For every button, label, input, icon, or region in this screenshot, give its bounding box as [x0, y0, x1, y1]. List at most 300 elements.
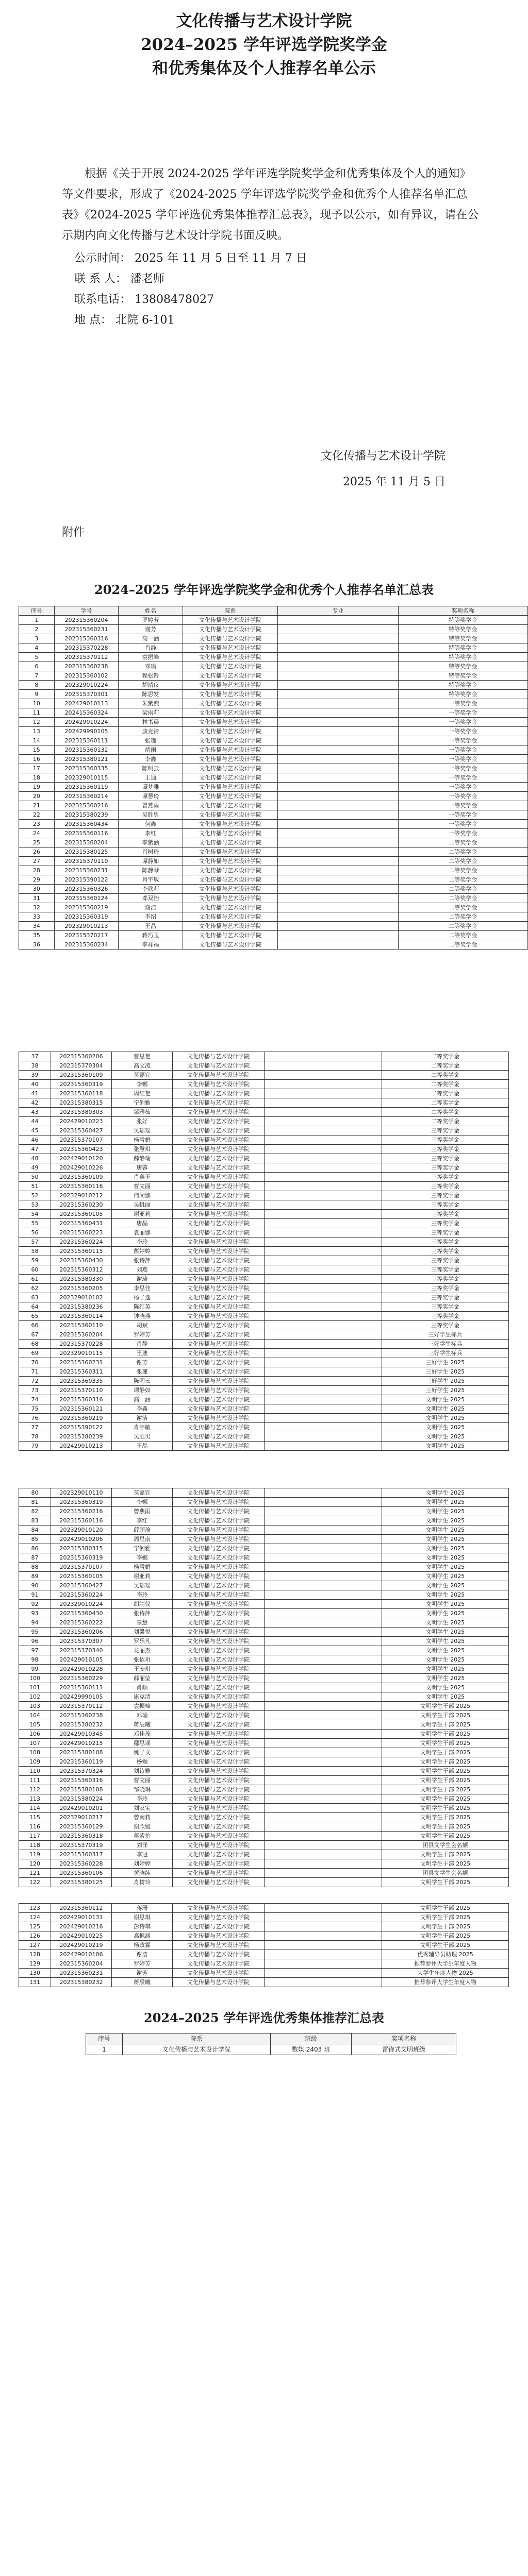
- table-row: [19, 1395, 509, 1404]
- table-row: [19, 708, 528, 718]
- table-row: [19, 1071, 509, 1080]
- cell-student-id: 202315360319: [51, 1553, 112, 1563]
- table-row: [19, 866, 528, 875]
- cell-index: 15: [19, 745, 55, 755]
- table-row: [19, 1442, 509, 1451]
- collective-award-body: [86, 2044, 456, 2055]
- cell-student-id: 202429990105: [51, 1692, 112, 1702]
- cell-award: 三等奖学金: [382, 1163, 509, 1173]
- cell-department: 文化传播与艺术设计学院: [183, 643, 278, 653]
- cell-student-id: 202315360129: [51, 1822, 112, 1832]
- cell-index: 66: [19, 1321, 51, 1330]
- cell-major: [278, 690, 398, 699]
- cell-major: [265, 1526, 382, 1535]
- cell-department: 文化传播与艺术设计学院: [173, 1748, 265, 1757]
- signature-date: 2025 年 11 月 5 日: [343, 476, 446, 488]
- cell-index: 83: [19, 1516, 51, 1526]
- table-row: [19, 801, 528, 810]
- cell-award: 文明学生干部 2025: [382, 1850, 509, 1859]
- cell-award: 三等奖学金: [382, 1219, 509, 1228]
- cell-department: 文化传播与艺术设计学院: [183, 801, 278, 810]
- cell-student-id: 202315370110: [51, 1386, 112, 1395]
- cell-index: 9: [19, 690, 55, 699]
- cell-award: 大学生年度人物 2025: [382, 1969, 509, 1978]
- cell-award: 文明学生干部 2025: [382, 1720, 509, 1730]
- cell-award: 三好学生标兵: [382, 1330, 509, 1340]
- cell-student-id: 202315360319: [51, 1080, 112, 1089]
- cell-name: 陈思发: [119, 690, 183, 699]
- cell-major: [278, 857, 398, 866]
- cell-department: 文化传播与艺术设计学院: [173, 1256, 265, 1265]
- table-row: [19, 1730, 509, 1739]
- table-row: [19, 1377, 509, 1386]
- cell-student-id: 202329010224: [51, 1600, 112, 1609]
- cell-student-id: 202315360119: [54, 783, 119, 792]
- cell-department: 文化传播与艺术设计学院: [183, 820, 278, 829]
- cell-name: 林书晨: [119, 718, 183, 727]
- cell-major: [265, 1739, 382, 1748]
- cell-name: 李娜: [112, 1553, 173, 1563]
- table-row: [19, 1516, 509, 1526]
- cell-index: 96: [19, 1637, 51, 1646]
- cell-major: [265, 1386, 382, 1395]
- cell-major: [265, 1163, 382, 1173]
- cell-major: [265, 1219, 382, 1228]
- cell-name: 李思佳: [112, 1284, 173, 1293]
- cell-department: 文化传播与艺术设计学院: [183, 745, 278, 755]
- cell-major: [265, 1154, 382, 1163]
- cell-index: 81: [19, 1498, 51, 1507]
- cell-department: 文化传播与艺术设计学院: [173, 1238, 265, 1247]
- cell-name: 李玲: [112, 1238, 173, 1247]
- cell-department: 文化传播与艺术设计学院: [183, 931, 278, 940]
- table-row: [19, 922, 528, 931]
- table-row: [19, 1386, 509, 1395]
- cell-major: [265, 1813, 382, 1822]
- cell-index: 95: [19, 1628, 51, 1637]
- cell-award: 一等奖学金: [398, 755, 527, 764]
- cell-student-id: 202315360231: [54, 866, 119, 875]
- cell-department: 文化传播与艺术设计学院: [173, 1247, 265, 1256]
- cell-student-id: 202315370107: [51, 1136, 112, 1145]
- cell-student-id: 202315370217: [54, 931, 119, 940]
- cell-student-id: 202315360102: [54, 671, 119, 681]
- cell-name: 蒋紫怡: [112, 1832, 173, 1841]
- cell-index: 75: [19, 1404, 51, 1414]
- cell-index: 72: [19, 1377, 51, 1386]
- cell-major: [265, 1071, 382, 1080]
- cell-major: [265, 1432, 382, 1442]
- cell-index: 80: [19, 1488, 51, 1498]
- cell-index: 86: [19, 1544, 51, 1553]
- cell-major: [265, 1832, 382, 1841]
- cell-major: [265, 1665, 382, 1674]
- cell-name: 程松铃: [119, 671, 183, 681]
- cell-index: 111: [19, 1776, 51, 1785]
- cell-award: 二等奖学金: [382, 1117, 509, 1126]
- cell-index: 51: [19, 1182, 51, 1191]
- table-row: [19, 857, 528, 866]
- cell-name: 高文凌: [112, 1061, 173, 1071]
- cell-award: 文明学生干部 2025: [382, 1913, 509, 1922]
- cell-name: 曹思艳: [112, 1052, 173, 1061]
- cell-student-id: 202315380239: [54, 810, 119, 820]
- cell-award: 文明学生 2025: [382, 1395, 509, 1404]
- cell-index: 12: [19, 718, 55, 727]
- cell-index: 65: [19, 1312, 51, 1321]
- cell-award: 三等奖学金: [382, 1200, 509, 1210]
- cell-name: 谢洁: [112, 1414, 173, 1423]
- cell-major: [265, 1498, 382, 1507]
- table-row: [19, 1969, 509, 1978]
- table-row: [19, 1136, 509, 1145]
- cell-student-id: 202315360224: [51, 1238, 112, 1247]
- cell-award: 文明学生干部 2025: [382, 1904, 509, 1913]
- table-row: [19, 690, 528, 699]
- table-row: [19, 653, 528, 662]
- table-row: [19, 1922, 509, 1931]
- cell-index: 28: [19, 866, 55, 875]
- cell-major: [278, 625, 398, 634]
- cell-department: 文化传播与艺术设计学院: [173, 1098, 265, 1108]
- cell-department: 文化传播与艺术设计学院: [173, 1674, 265, 1683]
- cell-index: 19: [19, 783, 55, 792]
- table-row: [19, 848, 528, 857]
- cell-index: 107: [19, 1739, 51, 1748]
- cell-major: [278, 773, 398, 783]
- cell-department: 文化传播与艺术设计学院: [173, 1080, 265, 1089]
- cell-award: 二等奖学金: [398, 894, 527, 903]
- cell-name: 陈红英: [112, 1302, 173, 1312]
- table-row: [19, 755, 528, 764]
- cell-major: [265, 1804, 382, 1813]
- cell-index: 82: [19, 1507, 51, 1516]
- cell-student-id: 202315360110: [51, 1321, 112, 1330]
- cell-index: 23: [19, 820, 55, 829]
- table-row: [19, 894, 528, 903]
- cell-major: [265, 1969, 382, 1978]
- cell-student-id: 202315360204: [51, 1959, 112, 1969]
- cell-major: [265, 1080, 382, 1089]
- cell-award: 三等奖学金: [382, 1154, 509, 1163]
- table-row: [19, 1572, 509, 1581]
- cell-name: 刘诗雅: [112, 1767, 173, 1776]
- cell-index: 102: [19, 1692, 51, 1702]
- table-row: [19, 1200, 509, 1210]
- table-block-2: [19, 1052, 509, 1451]
- cell-index: 1: [19, 616, 55, 625]
- cell-department: 文化传播与艺术设计学院: [173, 1618, 265, 1628]
- cell-award: 文明学生 2025: [382, 1683, 509, 1692]
- cell-name: 龙丽杰: [112, 1646, 173, 1655]
- cell-major: [265, 1600, 382, 1609]
- cell-student-id: 202315370112: [54, 653, 119, 662]
- cell-name: 吴瑶瑶: [112, 1126, 173, 1136]
- cell-major: [265, 1117, 382, 1126]
- cell-major: [265, 1767, 382, 1776]
- cell-index: 116: [19, 1822, 51, 1832]
- notice-period: 公示时间： 2025 年 11 月 5 日至 11 月 7 日: [74, 252, 307, 265]
- cell-award: 三等奖学金: [382, 1173, 509, 1182]
- cell-index: 4: [19, 643, 55, 653]
- cell-award: 特等奖学金: [398, 616, 527, 625]
- cell-major: [265, 1959, 382, 1969]
- cell-major: [278, 829, 398, 838]
- table-row: [19, 1256, 509, 1265]
- cell-award: 二等奖学金: [382, 1098, 509, 1108]
- cell-name: 莫嘉宜: [112, 1488, 173, 1498]
- cell-department: 文化传播与艺术设计学院: [173, 1544, 265, 1553]
- cell-index: 112: [19, 1785, 51, 1794]
- cell-major: [265, 1395, 382, 1404]
- table-row: [19, 1163, 509, 1173]
- cell-award: 文明学生 2025: [382, 1674, 509, 1683]
- cell-index: 127: [19, 1941, 51, 1950]
- cell-major: [265, 1859, 382, 1869]
- table-row: [19, 1080, 509, 1089]
- cell-index: 87: [19, 1553, 51, 1563]
- cell-major: [278, 616, 398, 625]
- cell-student-id: 202315360219: [51, 1414, 112, 1423]
- cell-major: [265, 1349, 382, 1358]
- cell-major: [265, 1191, 382, 1200]
- cell-award: 二等奖学金: [382, 1071, 509, 1080]
- table-row: [19, 1683, 509, 1692]
- cell-department: 文化传播与艺术设计学院: [173, 1395, 265, 1404]
- cell-name: 谢欣媛: [112, 1822, 173, 1832]
- cell-index: 73: [19, 1386, 51, 1395]
- cell-name: 谢洁: [119, 903, 183, 912]
- cell-student-id: 202329010212: [51, 1191, 112, 1200]
- cell-award: 文明学生 2025: [382, 1590, 509, 1600]
- cell-student-id: 202315360219: [54, 903, 119, 912]
- cell-department: 文化传播与艺术设计学院: [173, 1904, 265, 1913]
- cell-student-id: 202329010120: [51, 1526, 112, 1535]
- cell-student-id: 202329010213: [54, 922, 119, 931]
- table-row: [19, 1321, 509, 1330]
- table-row: [19, 1859, 509, 1869]
- cell-award: 文明学生 2025: [382, 1618, 509, 1628]
- table-title-individuals: 2024–2025 学年评选学院奖学金和优秀个人推荐名单汇总表: [94, 582, 434, 597]
- award-table-1: [19, 606, 528, 950]
- table-header-row: [19, 606, 528, 616]
- table-row: [19, 792, 528, 801]
- cell-award: 三等奖学金: [382, 1210, 509, 1219]
- cell-student-id: 202315370319: [51, 1841, 112, 1850]
- cell-major: [265, 1414, 382, 1423]
- cell-student-id: 202315390122: [51, 1423, 112, 1432]
- cell-major: [265, 1674, 382, 1683]
- table-row: [19, 1563, 509, 1572]
- cell-award: 二等奖学金: [398, 940, 527, 950]
- cell-department: 文化传播与艺术设计学院: [173, 1813, 265, 1822]
- cell-student-id: 202315380239: [51, 1432, 112, 1442]
- cell-student-id: 202315360118: [51, 1089, 112, 1098]
- cell-name: 谢芳: [119, 625, 183, 634]
- cell-major: [265, 1340, 382, 1349]
- cell-department: 文化传播与艺术设计学院: [173, 1488, 265, 1498]
- cell-department: 文化传播与艺术设计学院: [173, 1404, 265, 1414]
- cell-department: 文化传播与艺术设计学院: [173, 1609, 265, 1618]
- table-row: [19, 1312, 509, 1321]
- cell-major: [278, 662, 398, 671]
- cell-award: 二等奖学金: [398, 931, 527, 940]
- cell-name: 钟晓燕: [112, 1312, 173, 1321]
- cell-student-id: 202329010102: [51, 1293, 112, 1302]
- cell-department: 文化传播与艺术设计学院: [173, 1117, 265, 1126]
- cell-student-id: 202315360319: [54, 912, 119, 922]
- cell-class: 数媒 2403 班: [271, 2044, 352, 2055]
- title-line-2: 2024–2025 学年评选学院奖学金: [141, 36, 387, 54]
- cell-department: 文化传播与艺术设计学院: [183, 681, 278, 690]
- cell-student-id: 202315360109: [51, 1071, 112, 1080]
- cell-index: 48: [19, 1154, 51, 1163]
- cell-award: 文明学生 2025: [382, 1423, 509, 1432]
- cell-award: 文明学生 2025: [382, 1488, 509, 1498]
- cell-student-id: 202429010228: [51, 1665, 112, 1674]
- cell-student-id: 202315360316: [51, 1776, 112, 1785]
- table-row: [19, 1711, 509, 1720]
- table-row: [19, 1655, 509, 1665]
- cell-student-id: 202315360234: [54, 940, 119, 950]
- cell-award: 三等奖学金: [382, 1126, 509, 1136]
- cell-student-id: 202429010213: [51, 1442, 112, 1451]
- cell-index: 69: [19, 1349, 51, 1358]
- table-row: [19, 1978, 509, 1987]
- cell-name: 刘馨悦: [112, 1628, 173, 1637]
- cell-name: 陈明云: [112, 1377, 173, 1386]
- cell-award: 文明学生 2025: [382, 1572, 509, 1581]
- cell-index: 32: [19, 903, 55, 912]
- cell-award: 文明学生干部 2025: [382, 1859, 509, 1869]
- cell-department: 文化传播与艺术设计学院: [173, 1850, 265, 1859]
- cell-department: 文化传播与艺术设计学院: [173, 1516, 265, 1526]
- cell-major: [265, 1228, 382, 1238]
- cell-name: 罗婷芳: [112, 1959, 173, 1969]
- cell-department: 文化传播与艺术设计学院: [173, 1340, 265, 1349]
- cell-department: 文化传播与艺术设计学院: [173, 1089, 265, 1098]
- cell-major: [278, 643, 398, 653]
- cell-name: 肖宇敏: [119, 875, 183, 885]
- cell-student-id: 202429010105: [51, 1655, 112, 1665]
- cell-department: 文化传播与艺术设计学院: [173, 1711, 265, 1720]
- col-header-department: 院系: [183, 606, 278, 616]
- cell-index: 55: [19, 1219, 51, 1228]
- cell-award: 团县文学生会名额: [382, 1869, 509, 1878]
- table-row: [19, 838, 528, 848]
- cell-award: 文明学生 2025: [382, 1665, 509, 1674]
- table-row: [19, 820, 528, 829]
- cell-name: 姚子文: [112, 1748, 173, 1757]
- cell-index: 43: [19, 1108, 51, 1117]
- cell-index: 89: [19, 1572, 51, 1581]
- cell-name: 刘燕: [112, 1265, 173, 1275]
- cell-name: 黄晓纯: [112, 1869, 173, 1878]
- table-row: [19, 1340, 509, 1349]
- cell-award: 特等奖学金: [398, 662, 527, 671]
- cell-index: 3: [19, 634, 55, 643]
- cell-name: 邹雅茹: [112, 1108, 173, 1117]
- cell-award: 三等奖学金: [382, 1265, 509, 1275]
- cell-student-id: 202429010225: [51, 1931, 112, 1941]
- cell-major: [265, 1850, 382, 1859]
- cell-major: [265, 1367, 382, 1377]
- cell-department: 文化传播与艺术设计学院: [183, 848, 278, 857]
- summary-col-department: 院系: [123, 2033, 271, 2044]
- cell-department: 文化传播与艺术设计学院: [173, 1200, 265, 1210]
- cell-index: 25: [19, 838, 55, 848]
- cell-major: [278, 671, 398, 681]
- cell-index: 44: [19, 1117, 51, 1126]
- cell-name: 杨子逸: [112, 1293, 173, 1302]
- cell-student-id: 202429010113: [54, 699, 119, 708]
- cell-student-id: 202315360214: [54, 792, 119, 801]
- cell-student-id: 202315360204: [54, 616, 119, 625]
- cell-name: 刘家宝: [112, 1804, 173, 1813]
- cell-student-id: 202315360311: [51, 1367, 112, 1377]
- cell-department: 文化传播与艺术设计学院: [173, 1330, 265, 1340]
- cell-major: [265, 1535, 382, 1544]
- cell-student-id: 202315360229: [51, 1674, 112, 1683]
- cell-index: 20: [19, 792, 55, 801]
- cell-major: [265, 1692, 382, 1702]
- cell-department: 文化传播与艺术设计学院: [173, 1414, 265, 1423]
- cell-major: [265, 1878, 382, 1887]
- summary-col-award: 奖项名称: [352, 2033, 456, 2044]
- cell-award: 一等奖学金: [398, 736, 527, 745]
- table-row: [19, 1302, 509, 1312]
- cell-department: 文化传播与艺术设计学院: [183, 690, 278, 699]
- cell-name: 何闵娜: [112, 1191, 173, 1200]
- table-row: [19, 727, 528, 736]
- cell-name: 张瑾: [119, 736, 183, 745]
- cell-department: 文化传播与艺术设计学院: [173, 1646, 265, 1655]
- table-row: [19, 1832, 509, 1841]
- cell-major: [265, 1922, 382, 1931]
- cell-award: 二等奖学金: [398, 857, 527, 866]
- cell-index: 77: [19, 1423, 51, 1432]
- cell-index: 126: [19, 1931, 51, 1941]
- table-row: [19, 810, 528, 820]
- cell-major: [265, 1238, 382, 1247]
- summary-table-block: [86, 2033, 456, 2055]
- cell-department: 文化传播与艺术设计学院: [173, 1841, 265, 1850]
- cell-department: 文化传播与艺术设计学院: [173, 1293, 265, 1302]
- cell-award: 特等奖学金: [398, 681, 527, 690]
- cell-award: 一等奖学金: [398, 783, 527, 792]
- cell-award: 一等奖学金: [398, 810, 527, 820]
- cell-name: 邓瑜: [119, 662, 183, 671]
- table-row: [19, 1089, 509, 1098]
- cell-index: 122: [19, 1878, 51, 1887]
- cell-name: 蒋辰曦: [112, 1978, 173, 1987]
- cell-name: 邓佳茂: [112, 1730, 173, 1739]
- cell-index: 70: [19, 1358, 51, 1367]
- cell-department: 文化传播与艺术设计学院: [173, 1913, 265, 1922]
- cell-student-id: 202315360427: [51, 1126, 112, 1136]
- table-row: [19, 745, 528, 755]
- table-row: [19, 736, 528, 745]
- cell-award: 三等奖学金: [382, 1312, 509, 1321]
- cell-index: 84: [19, 1526, 51, 1535]
- cell-student-id: 202315360216: [51, 1507, 112, 1516]
- cell-name: 李娜: [112, 1498, 173, 1507]
- cell-department: 文化传播与艺术设计学院: [183, 866, 278, 875]
- cell-index: 27: [19, 857, 55, 866]
- cell-award: 二等奖学金: [398, 875, 527, 885]
- col-header-name: 姓名: [119, 606, 183, 616]
- cell-award: 文明学生 2025: [382, 1432, 509, 1442]
